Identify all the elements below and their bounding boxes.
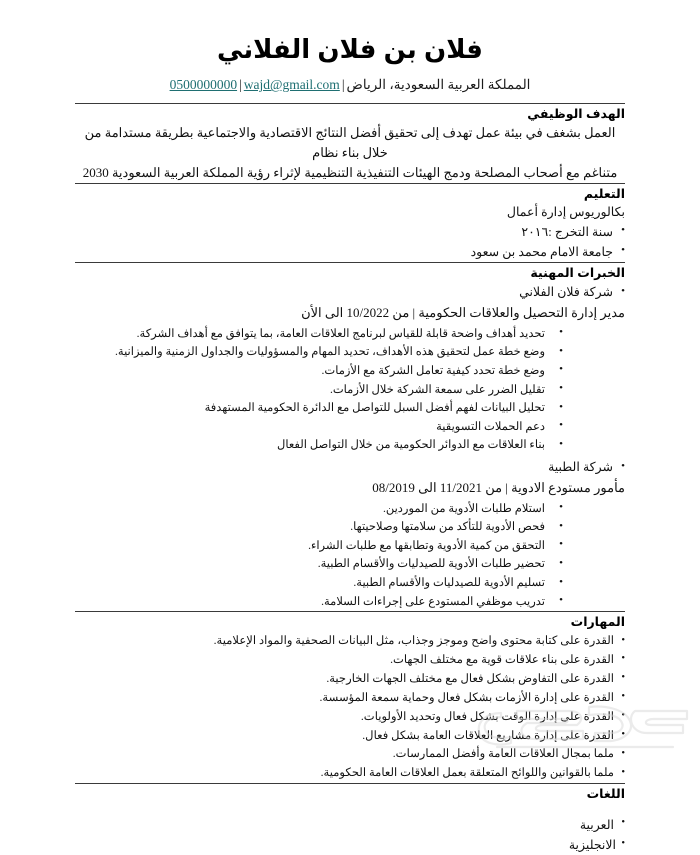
phone-link[interactable]: 0500000000 <box>169 77 238 93</box>
education-degree: بكالوريوس إدارة أعمال <box>506 205 625 220</box>
list-item: • سنة التخرج :٢٠١٦ <box>75 223 625 243</box>
list-item: • ملما بمجال العلاقات العامة وأفضل الممارسات. <box>75 745 625 764</box>
experience-company-list-1 <box>75 283 625 303</box>
list-item: • التحقق من كمية الأدوية وتطابقها مع طلبات الشراء. <box>75 537 563 556</box>
list-item: • القدرة على بناء علاقات قوية مع مختلف الجهات. <box>75 651 625 670</box>
section-divider-skills <box>75 611 625 612</box>
list-item: • تدريب موظفي المستودع على إجراءات السلامة. <box>75 593 563 612</box>
list-item: • تسليم الأدوية للصيدليات والأقسام الطبية. <box>75 574 563 593</box>
list-item: • القدرة على التفاوض بشكل فعال مع مختلف الجهات الخارجية. <box>75 670 625 689</box>
experience-company-list-2 <box>75 458 625 478</box>
list-item: • تحديد أهداف واضحة قابلة للقياس لبرنامج العلاقات العامة، بما يتوافق مع أهداف الشركة. <box>75 325 563 344</box>
experience-duties-2 <box>75 500 625 612</box>
list-item: • القدرة على إدارة مشاريع العلاقات العامة بشكل فعال. <box>75 727 625 746</box>
section-divider-education <box>75 183 625 184</box>
list-item: • وضع خطة عمل لتحقيق هذه الأهداف، تحديد المهام والمسؤوليات والجداول الزمنية والميزانية. <box>75 343 563 362</box>
section-divider-objective <box>75 103 625 104</box>
experience-role-line-1: مدير إدارة التحصيل والعلاقات الحكومية | من 10/2022 الى الأن <box>301 304 625 320</box>
list-item: • جامعة الامام محمد بن سعود <box>75 243 625 263</box>
experience-duties-1 <box>75 325 625 455</box>
email-link[interactable]: wajd@gmail.com <box>243 77 340 93</box>
section-title-skills: المهارات <box>570 615 625 630</box>
list-item: • دعم الحملات التسويقية <box>75 418 563 437</box>
list-item: • ملما بالقوانين واللوائح المتعلقة بعمل العلاقات العامة الحكومية. <box>75 764 625 783</box>
section-title-education: التعليم <box>583 186 625 201</box>
spacer <box>75 804 625 815</box>
contact-line <box>0 76 700 94</box>
list-item: • فحص الأدوية للتأكد من سلامتها وصلاحيتها. <box>75 518 563 537</box>
list-item: • شركة فلان الفلاني <box>75 283 625 303</box>
list-item: • شركة الطبية <box>75 458 625 478</box>
list-item: • وضع خطة تحدد كيفية تعامل الشركة مع الأزمات. <box>75 362 563 381</box>
page-title: فلان بن فلان الفلاني <box>217 34 483 64</box>
list-item: • استلام طلبات الأدوية من الموردين. <box>75 500 563 519</box>
languages-list <box>75 815 625 855</box>
contact-location <box>347 77 531 92</box>
list-item: • تحضير طلبات الأدوية للصيدليات والأقسام الطبية. <box>75 555 563 574</box>
resume-body <box>75 94 625 855</box>
contact-separator-1: | <box>341 77 345 93</box>
section-title-objective: الهدف الوظيفي <box>527 106 625 121</box>
list-item: • القدرة على إدارة الأزمات بشكل فعال وحماية سمعة المؤسسة. <box>75 689 625 708</box>
list-item: • العربية <box>75 815 625 835</box>
section-divider-languages <box>75 783 625 784</box>
list-item: • تقليل الضرر على سمعة الشركة خلال الأزمات. <box>75 381 563 400</box>
contact-location-text: المملكة العربية السعودية، الرياض <box>346 77 531 93</box>
education-list <box>75 223 625 263</box>
list-item: • القدرة على كتابة محتوى واضح وموجز وجذاب، مثل البيانات الصحفية والمواد الإعلامية. <box>75 632 625 651</box>
experience-role-line-2: مأمور مستودع الادوية | من 11/2021 الى 08/2019 <box>372 479 625 495</box>
section-title-experience: الخبرات المهنية <box>530 266 625 281</box>
contact-separator-2: | <box>239 77 242 93</box>
resume-header <box>0 0 700 94</box>
section-divider-experience <box>75 262 625 263</box>
list-item: • القدرة على إدارة الوقت بشكل فعال وتحديد الأولويات. <box>75 708 625 727</box>
section-title-languages: اللغات <box>586 787 625 802</box>
list-item: • الانجليزية <box>75 835 625 855</box>
objective-paragraph-line-2: متناغم مع أصحاب المصلحة ودمج الهيئات التنفيذية التنظيمية لإثراء رؤية المملكة العربية السعودية 2030 <box>82 164 618 180</box>
objective-paragraph-line-1: العمل بشغف في بيئة عمل تهدف إلى تحقيق أفضل النتائج الاقتصادية والاجتماعية بطريقة مستدامة من خلال بناء نظام <box>84 125 616 161</box>
list-item: • تحليل البيانات لفهم أفضل السبل للتواصل مع الدائرة الحكومية المستهدفة <box>75 399 563 418</box>
list-item: • بناء العلاقات مع الدوائر الحكومية من خلال التواصل الفعال <box>75 436 563 455</box>
